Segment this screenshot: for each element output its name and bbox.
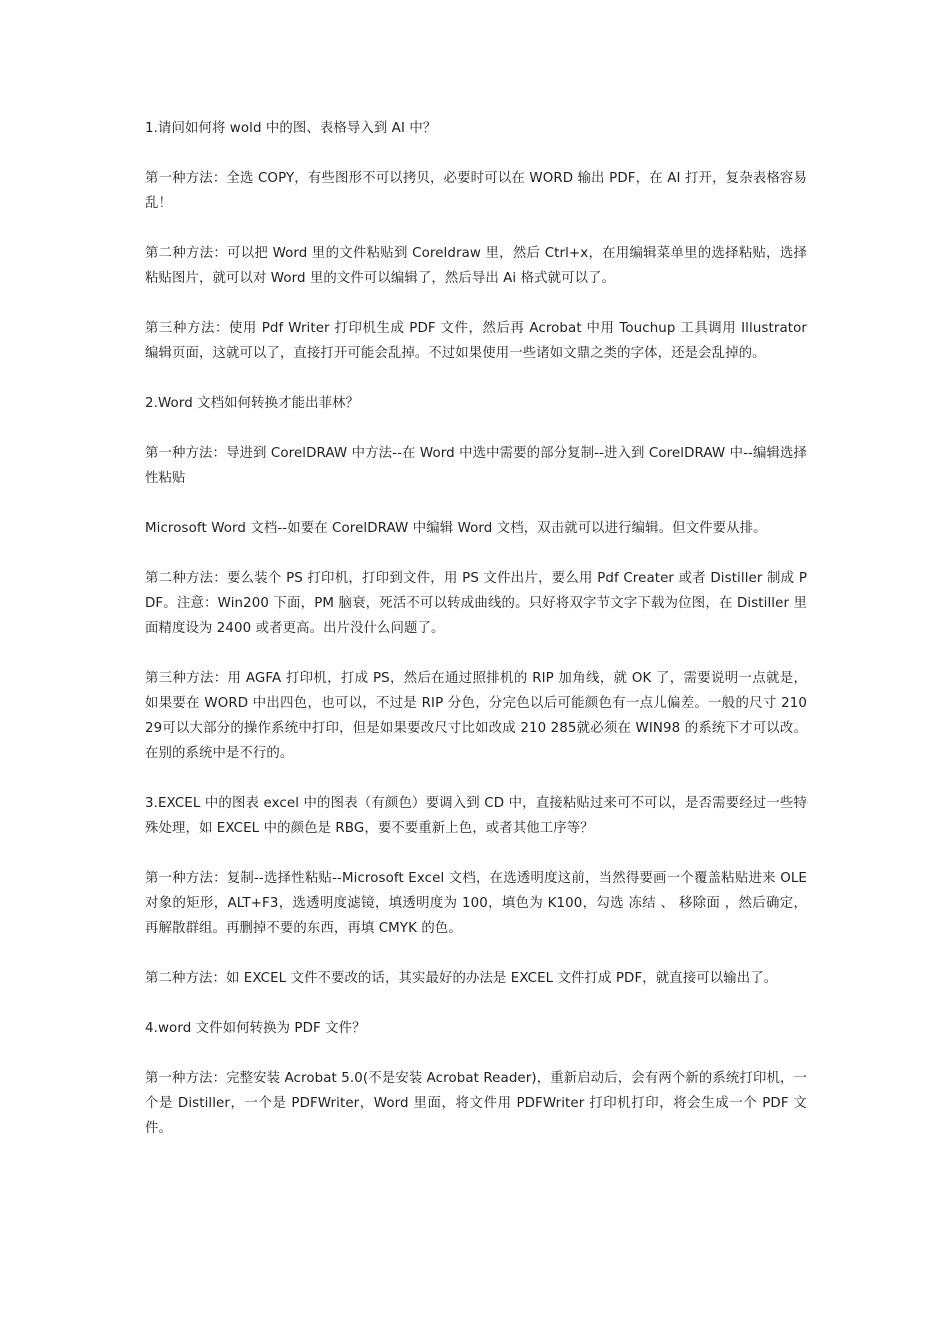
q1-method-3: 第三种方法：使用 Pdf Writer 打印机生成 PDF 文件，然后再 Acrobat 中用 Touchup 工具调用 Illustrator 编辑页面，这就可以了，直接打开可能会乱掉。不过如果使用一些诸如文鼎之类的字体，还是会乱掉的。 [145,321,807,361]
q2-method-3: 第三种方法：用 AGFA 打印机，打成 PS，然后在通过照排机的 RIP 加角线，就 OK 了，需要说明一点就是，如果要在 WORD 中出四色，也可以，不过是 RIP 分色，分完色以后可能颜色有一点儿偏差。一般的尺寸 210 29可以大部分的操作系统中打印，但是如果要改尺寸比如改成 210 285就必须在 WIN98 的系统下才可以改。在别的系统中是不行的。 [145,671,807,761]
question-2-heading: 2.Word 文档如何转换才能出菲林？ [145,396,360,411]
question-4-heading: 4.word 文件如何转换为 PDF 文件？ [145,1021,366,1036]
question-3-heading: 3.EXCEL 中的图表 excel 中的图表（有颜色）要调入到 CD 中，直接粘贴过来可不可以，是否需要经过一些特殊处理，如 EXCEL 中的颜色是 RBG，要不要重新上色，或者其他工序等？ [145,796,807,836]
question-1-heading: 1.请问如何将 wold 中的图、表格导入到 AI 中？ [145,121,437,136]
q3-method-1: 第一种方法：复制--选择性粘贴--Microsoft Excel 文档，在选透明度这前，当然得要画一个覆盖粘贴进来 OLE 对象的矩形，ALT+F3，选透明度滤镜，填透明度为 100，填色为 K100，勾选 冻结 、 移除面 ，然后确定，再解散群组。再删掉不要的东西，再填 CMYK 的色。 [145,871,807,936]
q1-method-2: 第二种方法：可以把 Word 里的文件粘贴到 Coreldraw 里，然后 Ctrl+x，在用编辑菜单里的选择粘贴，选择粘贴图片，就可以对 Word 里的文件可以编辑了，然后导出 Ai 格式就可以了。 [145,246,807,286]
q2-method-1: 第一种方法：导进到 CorelDRAW 中方法--在 Word 中选中需要的部分复制--进入到 CorelDRAW 中--编辑选择性粘贴 [145,446,807,486]
q1-method-1: 第一种方法：全选 COPY，有些图形不可以拷贝，必要时可以在 WORD 输出 PDF，在 AI 打开，复杂表格容易乱！ [145,171,807,211]
q2-method-1-note: Microsoft Word 文档--如要在 CorelDRAW 中编辑 Word 文档，双击就可以进行编辑。但文件要从排。 [145,521,767,536]
document-body [145,116,807,1166]
q4-method-1: 第一种方法：完整安装 Acrobat 5.0(不是安装 Acrobat Reader)，重新启动后，会有两个新的系统打印机，一个是 Distiller，一个是 PDFWriter，Word 里面，将文件用 PDFWriter 打印机打印，将会生成一个 PDF 文件。 [145,1071,807,1136]
q2-method-2: 第二种方法：要么装个 PS 打印机，打印到文件，用 PS 文件出片，要么用 Pdf Creater 或者 Distiller 制成 PDF。注意：Win200 下面，PM 脑衰，死活不可以转成曲线的。只好将双字节文字下载为位图，在 Distiller 里面精度设为 2400 或者更高。出片没什么问题了。 [145,571,807,636]
q3-method-2: 第二种方法：如 EXCEL 文件不要改的话，其实最好的办法是 EXCEL 文件打成 PDF，就直接可以输出了。 [145,971,778,986]
